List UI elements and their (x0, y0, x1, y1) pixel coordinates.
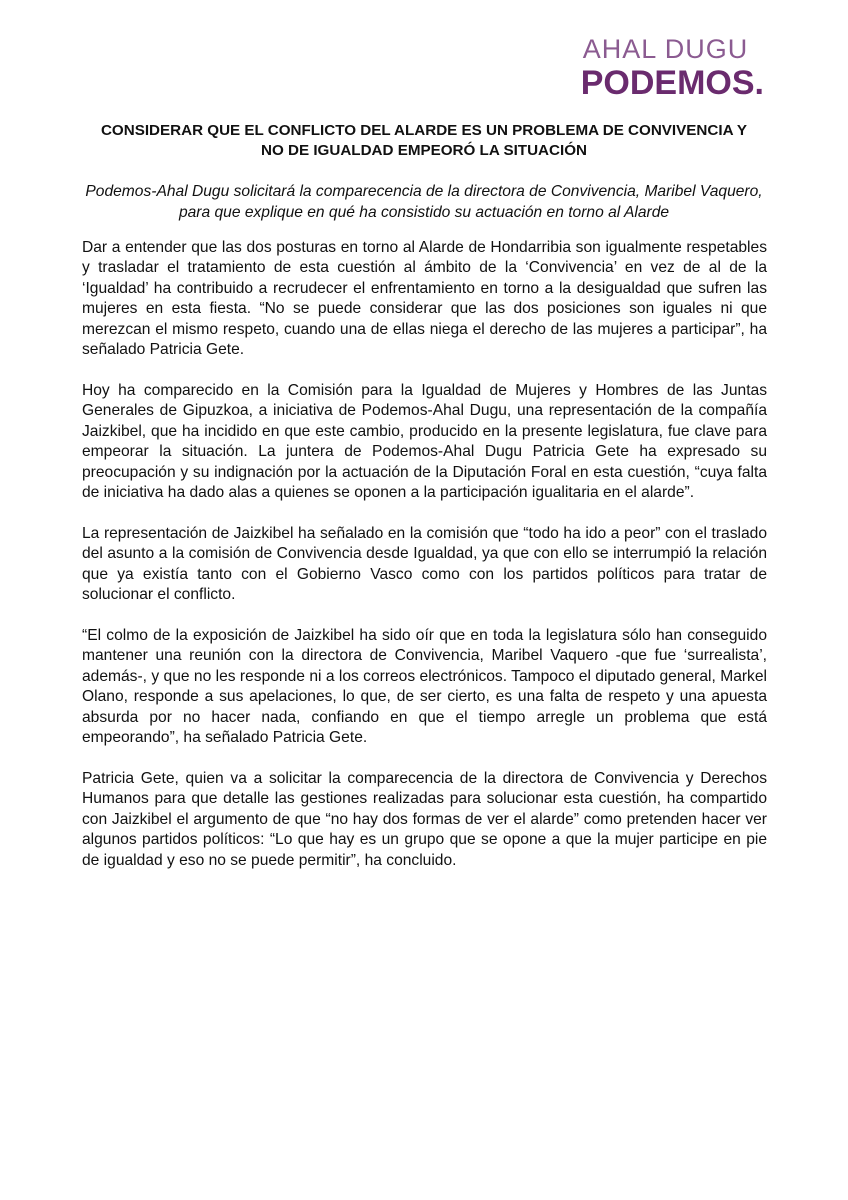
body-paragraph: Patricia Gete, quien va a solicitar la comparecencia de la directora de Convivencia y Derechos Humanos para que detalle las gestiones realizadas para solucionar esta cuestión, ha compartido con Jaizkibel el argumento de que “no hay dos formas de ver el alarde” como pretenden hacer ver algunos partidos políticos: “Lo que hay es un grupo que se opone a que la mujer participe en pie de igualdad y eso no se puede permitir”, ha concluido. (82, 769, 767, 869)
logo-line-ahal-dugu: AHAL DUGU (582, 34, 749, 64)
body-paragraph: Dar a entender que las dos posturas en torno al Alarde de Hondarribia son igualmente respetables y trasladar el tratamiento de esta cuestión al ámbito de la ‘Convivencia’ en vez de al de la ‘Igualdad’ ha contribuido a recrudecer el enfrentamiento en torno a la desigualdad que sufren las mujeres en esta fiesta. “No se puede considerar que las dos posiciones son iguales ni que merezcan el mismo respeto, cuando una de ellas niega el derecho de las mujeres a participar”, ha señalado Patricia Gete. (82, 239, 767, 359)
body-paragraph: La representación de Jaizkibel ha señalado en la comisión que “todo ha ido a peor” con el traslado del asunto a la comisión de Convivencia desde Igualdad, ya que con ello se interrumpió la relación que ya existía tanto con el Gobierno Vasco como con los partidos políticos para tratar de solucionar el conflicto. (82, 524, 767, 604)
press-release-title: CONSIDERAR QUE EL CONFLICTO DEL ALARDE ES UN PROBLEMA DE CONVIVENCIA Y NO DE IGUALDAD EMPEORÓ LA SITUACIÓN (100, 122, 748, 159)
body-paragraph: Hoy ha comparecido en la Comisión para la Igualdad de Mujeres y Hombres de las Juntas Generales de Gipuzkoa, a iniciativa de Podemos-Ahal Dugu, una representación de la compañía Jaizkibel, que ha incidido en que este cambio, producido en la presente legislatura, fue clave para empeorar la situación. La juntera de Podemos-Ahal Dugu Patricia Gete ha expresado su preocupación y su indignación por la actuación de la Diputación Foral en esta cuestión, “cuya falta de iniciativa ha dado alas a quienes se oponen a la participación igualitaria en el alarde”. (82, 381, 767, 501)
logo-line-podemos: PODEMOS. (580, 64, 764, 102)
body-paragraph: “El colmo de la exposición de Jaizkibel ha sido oír que en toda la legislatura sólo han conseguido mantener una reunión con la directora de Convivencia, Maribel Vaquero -que fue ‘surrealista’, además-, y que no les responde ni a los correos electrónicos. Tampoco el diputado general, Markel Olano, responde a sus apelaciones, lo que, de ser cierto, es una falta de respeto y una apuesta absurda por no hacer nada, confiando en que el tiempo arregle un problema que está empeorando”, ha señalado Patricia Gete. (82, 627, 767, 747)
press-release-subtitle: Podemos-Ahal Dugu solicitará la comparecencia de la directora de Convivencia, Maribel Vaquero, para que explique en qué ha consistido su actuación en torno al Alarde (85, 183, 763, 221)
podemos-logo (581, 36, 764, 100)
press-release-body (82, 238, 767, 891)
